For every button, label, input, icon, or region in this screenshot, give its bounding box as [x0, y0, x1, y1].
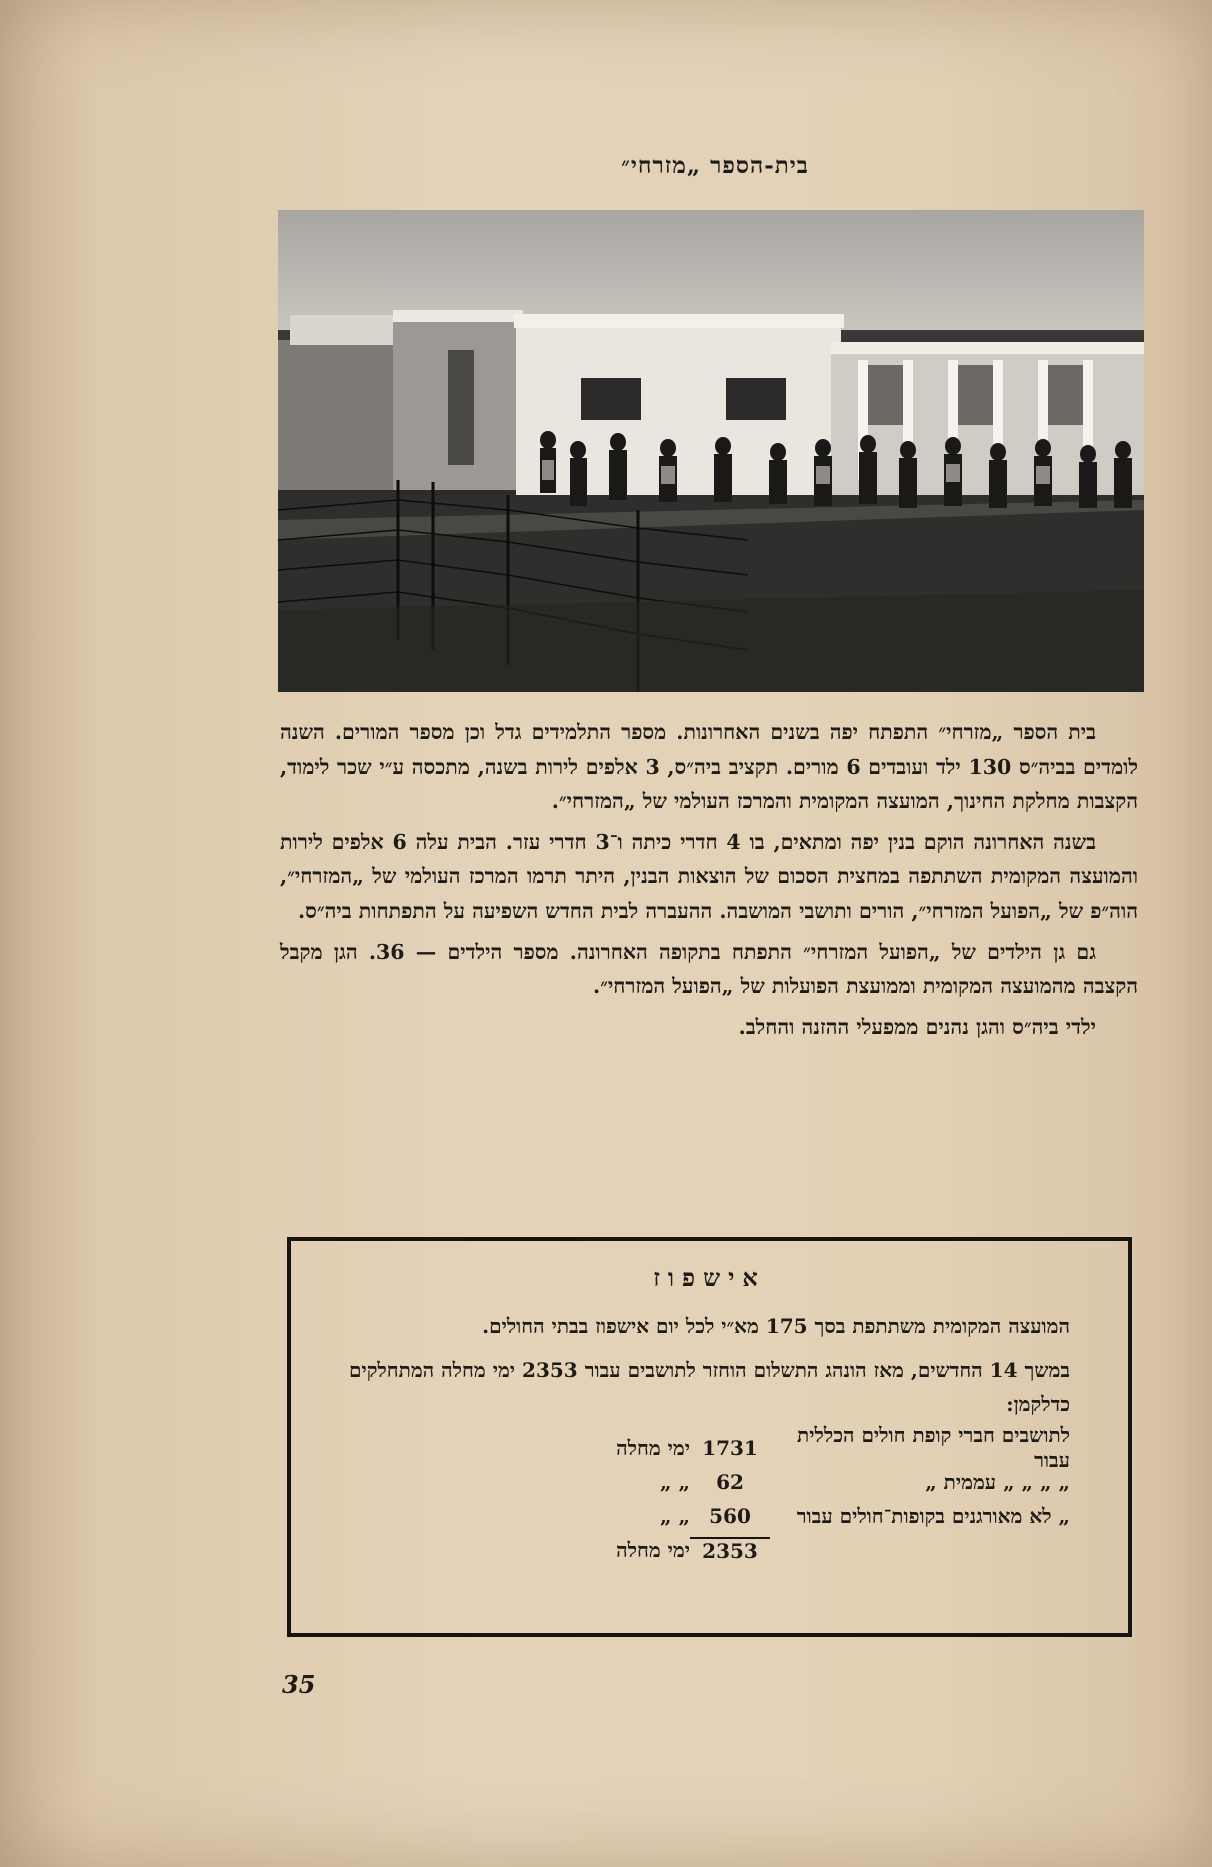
hospitalization-box — [287, 1237, 1132, 1637]
box-title: אישפוז — [653, 1263, 766, 1292]
row-unit: ימי מחלה — [616, 1435, 690, 1460]
row-value: 560 — [709, 1504, 751, 1528]
paragraph-school-growth: בית הספר „מזרחי״ התפתח יפה בשנים האחרונות. מספר התלמידים גדל וכן מספר המורים. השנה לומדים בביה״ס 130 ילד ועובדים 6 מורים. תקציב ביה״ס, 3 אלפים לירות בשנה, מתכסה ע״י שכר לימוד, הקצבות מחלקת החינוך, המועצה המקומית והמרכז העולמי של „המזרחי״. — [280, 720, 1139, 814]
row-label: לתושבים חברי קופת חולים הכללית עבור — [797, 1423, 1070, 1472]
row-value: 1731 — [702, 1436, 758, 1460]
table-total-row — [349, 1533, 1070, 1567]
total-unit: ימי מחלה — [616, 1537, 690, 1562]
page-header: בית-הספר „מזרחי״ — [621, 152, 809, 179]
box-paragraph-contribution: המועצה המקומית משתתפת בסך 175 מא״י לכל יום אישפוז בבתי החולים. — [482, 1314, 1070, 1338]
row-unit: „ „ — [660, 1504, 690, 1528]
paragraph-meals: ילדי ביה״ס והגן נהנים ממפעלי ההזנה והחלב. — [738, 1014, 1096, 1039]
paragraph-kindergarten: גם גן הילדים של „הפועל המזרחי״ התפתח בתקופה האחרונה. מספר הילדים — 36. הגן מקבל הקצבה מהמועצה המקומית וממועצת הפועלות של „הפועל המזרחי״. — [280, 939, 1138, 999]
total-value: 2353 — [690, 1537, 770, 1563]
row-value: 62 — [716, 1470, 744, 1494]
hospitalization-table — [349, 1423, 1070, 1567]
table-row — [349, 1423, 1070, 1472]
article-body — [280, 715, 1138, 1050]
box-paragraph-period: במשך 14 החדשים, מאז הונהג התשלום הוחזר לתושבים עבור 2353 ימי מחלה המתחלקים כדלקמן: — [349, 1358, 1070, 1416]
row-label: „ „ „ „ עממית „ — [925, 1469, 1070, 1494]
paragraph-new-building: בשנה האחרונה הוקם בנין יפה ומתאים, בו 4 חדרי כיתה ו־3 חדרי עזר. הבית עלה 6 אלפים לירות והמועצה המקומית השתתפה במחצית הסכום של הוצאות הבנין, היתר תרמו המרכז העולמי של „המזרחי״, הוה״פ של „הפועל המזרחי״, הורים ותושבי המושבה. ההעברה לבית החדש השפיעה על התפתחות ביה״ס. — [280, 829, 1138, 923]
row-unit: „ „ — [660, 1470, 690, 1494]
page-number: 35 — [282, 1670, 316, 1699]
table-row — [349, 1465, 1070, 1499]
row-label: „ לא מאורגנים בקופות־חולים עבור — [796, 1503, 1070, 1528]
school-building-photo — [278, 210, 1144, 692]
table-row — [349, 1499, 1070, 1533]
